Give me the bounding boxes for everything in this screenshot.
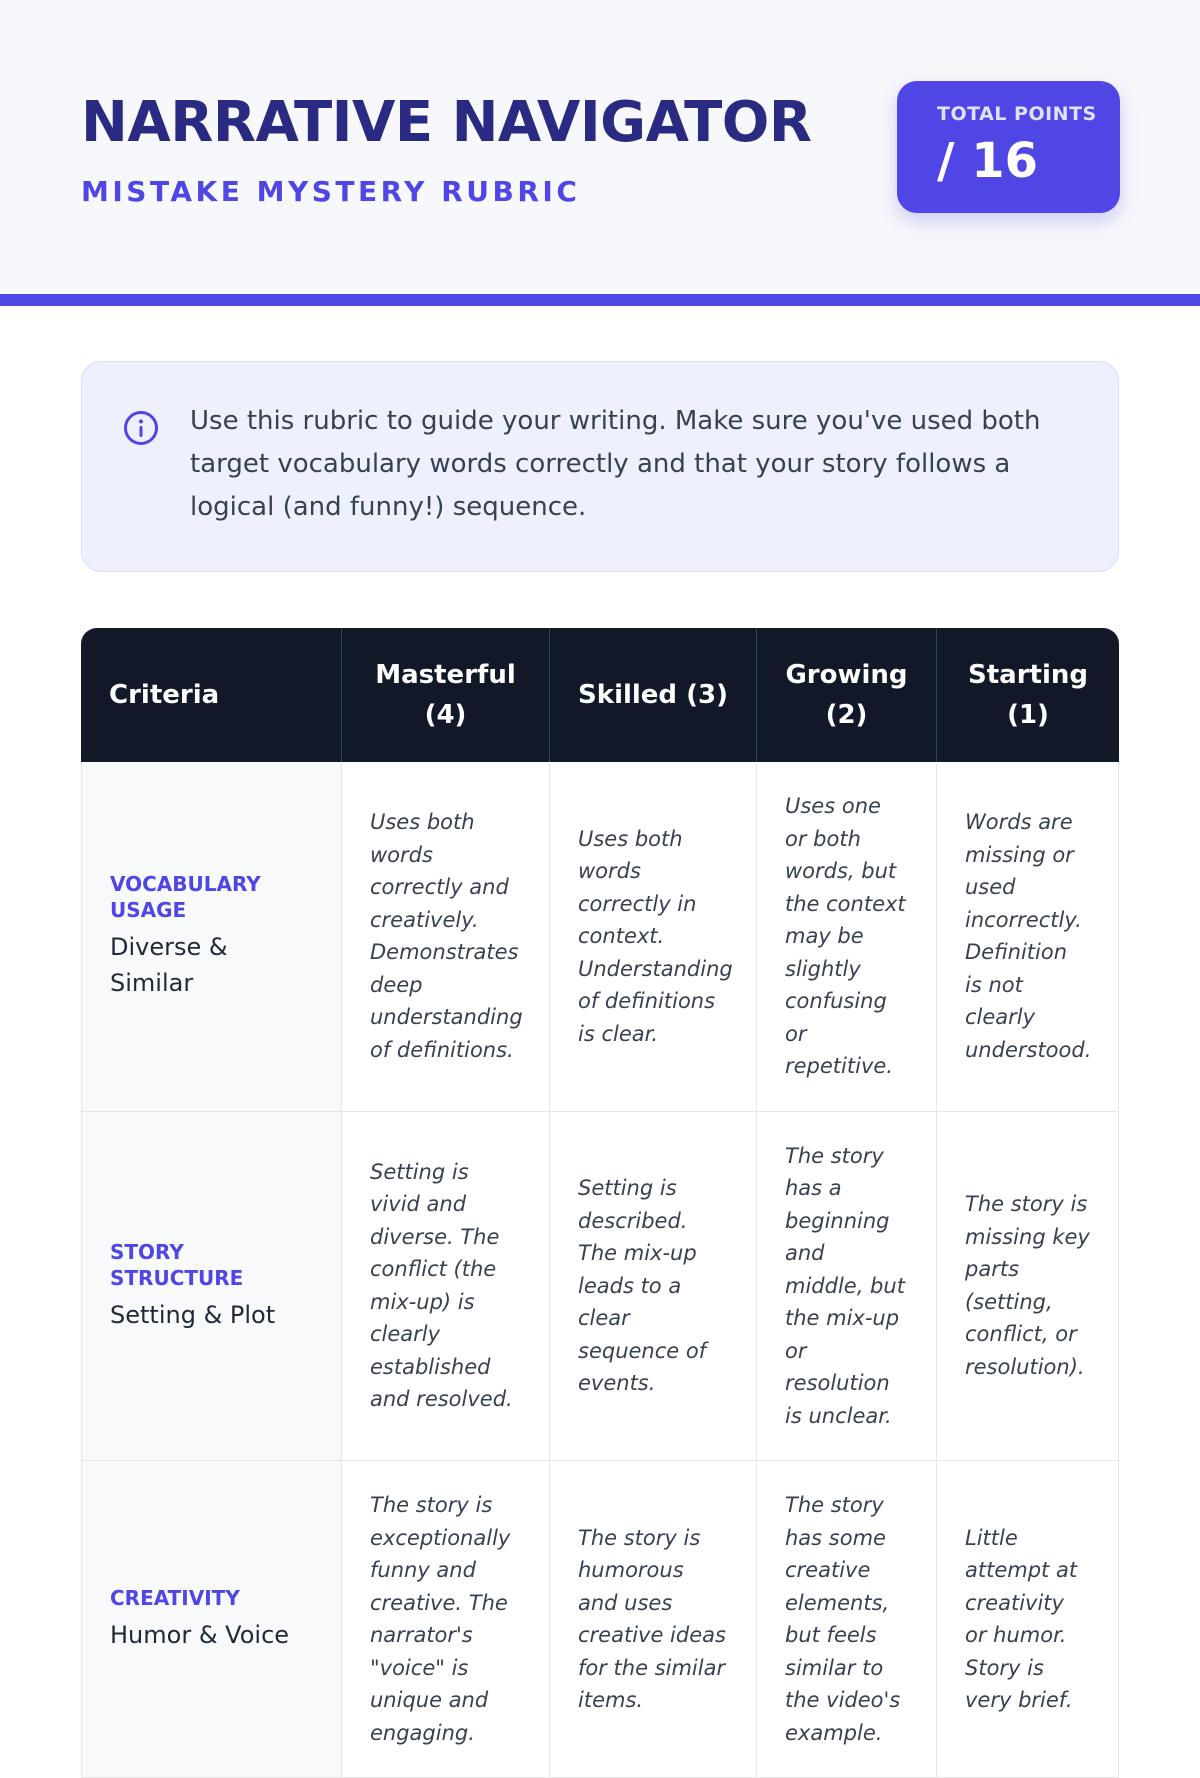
total-points-card [897, 81, 1120, 213]
rubric-cell: The story has a beginning and middle, but the mix-up or resolution is unclear. [756, 1112, 936, 1462]
rubric-table [81, 628, 1119, 1778]
info-text: Use this rubric to guide your writing. Make sure you've used both target vocabulary words correctly and that your story follows a logical (and funny!) sequence. [190, 406, 1041, 522]
rubric-cell: The story is missing key parts (setting, conflict, or resolution). [936, 1112, 1119, 1462]
rubric-cell: Setting is vivid and diverse. The conflict (the mix-up) is clearly established and resolved. [341, 1112, 549, 1462]
page-title: NARRATIVE NAVIGATOR [81, 90, 812, 155]
info-callout [81, 361, 1119, 572]
table-row [81, 762, 1119, 1112]
column-header-skilled: Skilled (3) [549, 628, 756, 762]
criteria-cell [81, 762, 341, 1112]
column-header-criteria: Criteria [81, 628, 341, 762]
total-points-label: TOTAL POINTS [937, 103, 1097, 125]
criteria-category: VOCABULARY USAGE [110, 872, 261, 923]
table-row [81, 1461, 1119, 1778]
criteria-name: Setting & Plot [110, 1300, 276, 1329]
column-header-growing: Growing (2) [756, 628, 936, 762]
criteria-name: Diverse & Similar [110, 933, 228, 998]
criteria-cell [81, 1112, 341, 1462]
rubric-cell: Uses both words correctly and creatively. Demonstrates deep understanding of definitions. [341, 762, 549, 1112]
rubric-header-row [81, 628, 1119, 762]
info-icon [123, 410, 159, 446]
criteria-cell [81, 1461, 341, 1778]
total-points-value: / 16 [937, 133, 1039, 189]
criteria-name: Humor & Voice [110, 1621, 290, 1649]
rubric-cell: Uses both words correctly in context. Understanding of definitions is clear. [549, 762, 756, 1112]
rubric-cell: The story is humorous and uses creative ideas for the similar items. [549, 1461, 756, 1778]
rubric-cell: The story is exceptionally funny and creative. The narrator's "voice" is unique and engaging. [341, 1461, 549, 1778]
column-header-masterful: Masterful (4) [341, 628, 549, 762]
rubric-cell: Uses one or both words, but the context may be slightly confusing or repetitive. [756, 762, 936, 1112]
page-subtitle: MISTAKE MYSTERY RUBRIC [81, 175, 581, 208]
criteria-category: CREATIVITY [110, 1586, 240, 1610]
column-header-starting: Starting (1) [936, 628, 1119, 762]
rubric-cell: Words are missing or used incorrectly. Definition is not clearly understood. [936, 762, 1119, 1112]
header [0, 0, 1200, 306]
rubric-cell: Setting is described. The mix-up leads to a clear sequence of events. [549, 1112, 756, 1462]
table-row [81, 1112, 1119, 1462]
rubric-cell: The story has some creative elements, but feels similar to the video's example. [756, 1461, 936, 1778]
rubric-cell: Little attempt at creativity or humor. Story is very brief. [936, 1461, 1119, 1778]
criteria-category: STORY STRUCTURE [110, 1239, 244, 1290]
